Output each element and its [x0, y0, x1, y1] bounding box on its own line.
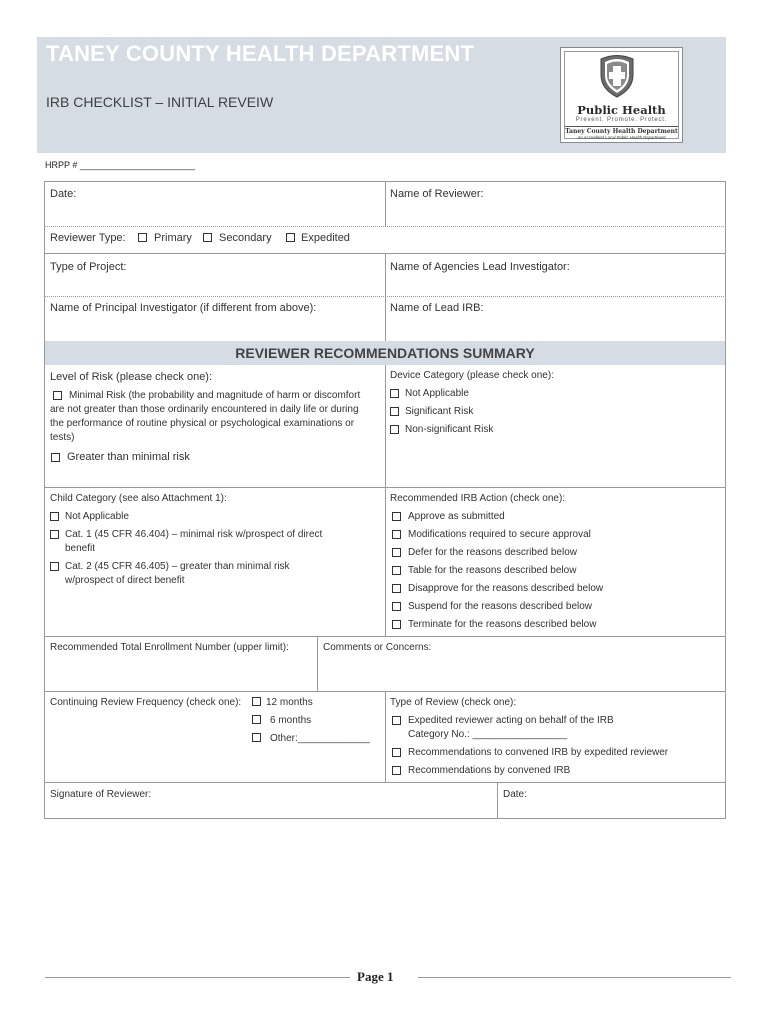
- reviewer-type-label: Reviewer Type:: [50, 232, 126, 244]
- logo-divider: [565, 126, 678, 127]
- significant-risk-checkbox[interactable]: [390, 407, 399, 416]
- six-months-label: 6 months: [270, 715, 312, 726]
- expedited-option-label: Expedited: [301, 232, 350, 244]
- logo-department: Taney County Health Department: [565, 128, 678, 135]
- recommendations-convened-label: Recommendations by convened IRB: [408, 765, 571, 776]
- project-type-label: Type of Project:: [50, 261, 127, 273]
- child-cat2-checkbox[interactable]: [50, 562, 59, 571]
- page-number: Page 1: [357, 969, 394, 984]
- grid-line: [385, 181, 386, 226]
- child-cat1-checkbox[interactable]: [50, 530, 59, 539]
- expedited-reviewer-label: Expedited reviewer acting on behalf of the IRB: [408, 715, 614, 726]
- disapprove-checkbox[interactable]: [392, 584, 401, 593]
- greater-risk-checkbox[interactable]: [51, 453, 60, 462]
- logo-name: Public Health: [577, 103, 666, 117]
- significant-risk-label: Significant Risk: [405, 406, 474, 417]
- approve-checkbox[interactable]: [392, 512, 401, 521]
- table-checkbox[interactable]: [392, 566, 401, 575]
- minimal-risk-text: tests): [50, 432, 75, 443]
- other-frequency-checkbox[interactable]: [252, 733, 261, 742]
- grid-line: [385, 364, 386, 636]
- modifications-checkbox[interactable]: [392, 530, 401, 539]
- six-months-checkbox[interactable]: [252, 715, 261, 724]
- child-category-label: Child Category (see also Attachment 1):: [50, 493, 227, 504]
- defer-label: Defer for the reasons described below: [408, 547, 577, 558]
- grid-line: [725, 181, 726, 818]
- grid-line: [44, 226, 726, 227]
- child-cat2-label: w/prospect of direct benefit: [65, 575, 185, 586]
- grid-line: [44, 636, 726, 637]
- reviewer-name-label: Name of Reviewer:: [390, 188, 484, 200]
- secondary-option-label: Secondary: [219, 232, 272, 244]
- table-label: Table for the reasons described below: [408, 565, 577, 576]
- date-label: Date:: [50, 188, 77, 200]
- child-cat1-label: benefit: [65, 543, 96, 554]
- summary-title: REVIEWER RECOMMENDATIONS SUMMARY: [235, 345, 535, 361]
- principal-investigator-label: Name of Principal Investigator (if different from above):: [50, 302, 317, 314]
- irb-action-label: Recommended IRB Action (check one):: [390, 493, 566, 504]
- child-not-applicable-checkbox[interactable]: [50, 512, 59, 521]
- risk-level-label: Level of Risk (please check one):: [50, 371, 213, 383]
- expedited-checkbox[interactable]: [286, 233, 295, 242]
- disapprove-label: Disapprove for the reasons described below: [408, 583, 604, 594]
- enrollment-label: Recommended Total Enrollment Number (upper limit):: [50, 642, 289, 653]
- signature-date-label: Date:: [503, 789, 527, 800]
- greater-risk-label: Greater than minimal risk: [67, 451, 190, 463]
- grid-line: [44, 782, 726, 783]
- agency-lead-label: Name of Agencies Lead Investigator:: [390, 261, 570, 273]
- recommendations-convened-checkbox[interactable]: [392, 766, 401, 775]
- minimal-risk-text: Minimal Risk (the probability and magnitude of harm or discomfort: [69, 390, 361, 401]
- logo-accreditation: An Accredited Local Public Health Department: [577, 135, 666, 140]
- minimal-risk-text: the performance of routine physical or psychological examinations or: [50, 418, 355, 429]
- terminate-label: Terminate for the reasons described below: [408, 619, 597, 630]
- comments-label: Comments or Concerns:: [323, 642, 432, 653]
- lead-irb-label: Name of Lead IRB:: [390, 302, 484, 314]
- child-cat1-label: Cat. 1 (45 CFR 46.404) – minimal risk w/prospect of direct: [65, 529, 323, 540]
- terminate-checkbox[interactable]: [392, 620, 401, 629]
- secondary-checkbox[interactable]: [203, 233, 212, 242]
- suspend-checkbox[interactable]: [392, 602, 401, 611]
- grid-line: [385, 253, 386, 341]
- device-not-applicable-checkbox[interactable]: [390, 389, 399, 398]
- child-not-applicable-label: Not Applicable: [65, 511, 129, 522]
- expedited-reviewer-checkbox[interactable]: [392, 716, 401, 725]
- grid-line: [44, 181, 45, 818]
- shield-cross-icon: [597, 53, 637, 99]
- continuing-review-label: Continuing Review Frequency (check one):: [50, 697, 242, 708]
- non-significant-risk-label: Non-significant Risk: [405, 424, 494, 435]
- suspend-label: Suspend for the reasons described below: [408, 601, 593, 612]
- primary-option-label: Primary: [154, 232, 192, 244]
- recommendations-expedited-label: Recommendations to convened IRB by expedited reviewer: [408, 747, 669, 758]
- primary-checkbox[interactable]: [138, 233, 147, 242]
- grid-line: [317, 636, 318, 691]
- grid-line: [497, 782, 498, 818]
- grid-line: [44, 818, 726, 819]
- public-health-logo: [560, 47, 683, 143]
- minimal-risk-checkbox[interactable]: [53, 391, 62, 400]
- twelve-months-label: 12 months: [266, 697, 313, 708]
- defer-checkbox[interactable]: [392, 548, 401, 557]
- footer-divider-right: [418, 977, 731, 978]
- device-category-label: Device Category (please check one):: [390, 370, 554, 381]
- category-number-field[interactable]: Category No.: _________________: [408, 729, 568, 740]
- department-title: TANEY COUNTY HEALTH DEPARTMENT: [46, 41, 475, 66]
- recommendations-expedited-checkbox[interactable]: [392, 748, 401, 757]
- approve-label: Approve as submitted: [408, 511, 505, 522]
- minimal-risk-text: are not greater than those ordinarily encountered in daily life or during: [50, 404, 359, 415]
- footer-divider-left: [45, 977, 350, 978]
- twelve-months-checkbox[interactable]: [252, 697, 261, 706]
- signature-label: Signature of Reviewer:: [50, 789, 152, 800]
- child-cat2-label: Cat. 2 (45 CFR 46.405) – greater than minimal risk: [65, 561, 290, 572]
- review-type-label: Type of Review (check one):: [390, 697, 517, 708]
- form-title: IRB CHECKLIST – INITIAL REVEIW: [46, 94, 274, 110]
- grid-line: [385, 691, 386, 782]
- device-not-applicable-label: Not Applicable: [405, 388, 469, 399]
- logo-tagline: Prevent. Promote. Protect.: [575, 117, 668, 123]
- non-significant-risk-checkbox[interactable]: [390, 425, 399, 434]
- hrpp-number-field[interactable]: HRPP # _______________________: [45, 160, 195, 170]
- other-frequency-label: Other:_____________: [270, 733, 371, 744]
- modifications-label: Modifications required to secure approval: [408, 529, 591, 540]
